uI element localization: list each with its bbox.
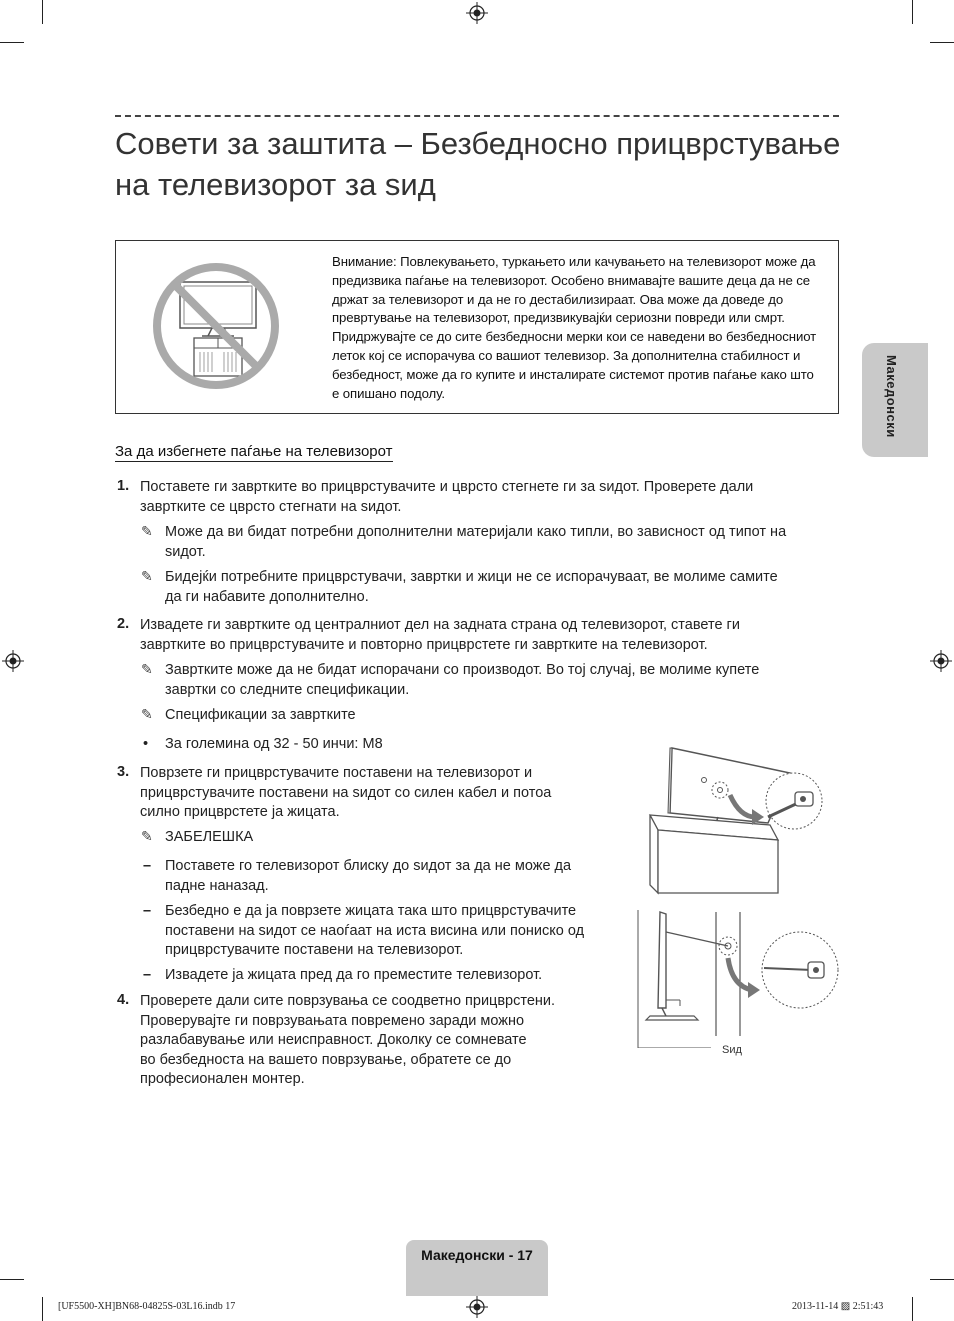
print-info-right: 2013-11-14 ▨ 2:51:43: [792, 1301, 884, 1312]
text-line: прицврстувачите поставени на телевизорот.: [165, 942, 464, 958]
registration-mark-icon: [466, 1296, 488, 1318]
step-number: 3.: [117, 764, 130, 780]
no-tv-on-furniture-icon: [150, 260, 282, 392]
pencil-note-icon: ✎: [141, 661, 153, 677]
note-text: [165, 661, 845, 700]
note-text: Спецификации за завртките: [165, 707, 356, 723]
registration-mark-icon: [2, 650, 24, 672]
step-text: [140, 478, 840, 517]
page-number-label: Македонски - 17: [421, 1247, 533, 1263]
bullet-text: За големина од 32 - 50 инчи: M8: [165, 736, 383, 752]
step-text: [140, 764, 620, 823]
step-text: [140, 616, 840, 655]
text-line: Извадете ги завртките од централниот дел на задната страна од телевизорот, ставете ги: [140, 617, 740, 633]
tv-anchor-illustration: [640, 745, 840, 895]
text-line: во безбедноста на вашето поврзување, обратете се до: [140, 1051, 512, 1068]
text-line: завртките се цврсто стегнати на ѕидот.: [140, 498, 402, 515]
dash-icon: –: [143, 967, 152, 983]
pencil-note-icon: ✎: [141, 523, 153, 539]
crop-mark: [42, 1297, 43, 1321]
pencil-note-icon: ✎: [141, 828, 153, 844]
step-number: 2.: [117, 616, 130, 632]
registration-mark-icon: [466, 2, 488, 24]
note-text: [165, 523, 845, 562]
warning-text: Внимание: Повлекувањето, туркањето или качувањето на телевизорот може да предизвика паѓање на телевизорот. Особено внимавајте вашите деца да не се држат за телевизорот и да не го дестабилизираат. Ова може да доведе до превртување на телевизорот, предизвикувајќи сериозни повреди или смрт. Придржувајте се до сите безбедносни мерки кои се наведени во безбедносниот леток кој се испорачува со вашиот телевизор. За дополнителна стабилност и безбедност, може да го купите и инсталирате системот против паѓање како што е опишано подолу.: [332, 254, 817, 401]
crop-mark: [42, 0, 43, 24]
text-line: Бидејќи потребните прицврстувачи, завртки и жици не се испорачуваат, ве молиме самите: [165, 569, 778, 585]
crop-mark: [930, 1279, 954, 1280]
step-text: [140, 992, 620, 1090]
crop-mark: [0, 1279, 24, 1280]
crop-mark: [930, 42, 954, 43]
text-line: завртки со следните спецификации.: [165, 681, 410, 698]
dash-item-text: [165, 857, 625, 896]
text-line: Завртките може да не бидат испорачани со производот. Во тој случај, ве молиме купете: [165, 662, 760, 678]
bullet-icon: •: [143, 736, 149, 752]
text-line: Проверете дали сите поврзувања се соодветно прицврстени.: [140, 993, 556, 1009]
text-line: завртките во прицврстувачите и повторно прицврстете ги завртките на телевизорот.: [140, 636, 708, 653]
page-title-line: на телевизорот за ѕид: [115, 167, 436, 202]
language-side-label: Македонски: [884, 355, 899, 438]
text-line: силно прицврстете ја жицата.: [140, 804, 340, 820]
text-line: Може да ви бидат потребни дополнителни материјали како типли, во зависност од типот на: [165, 524, 787, 540]
text-line: поставени на ѕидот се наоѓаат на иста висина или пониско од: [165, 922, 585, 939]
text-line: Поврзете ги прицврстувачите поставени на телевизорот и: [140, 765, 533, 781]
page-title-line: Совети за заштита – Безбедносно прицврстување: [115, 126, 841, 161]
text-line: Поставете го телевизорот блиску до ѕидот за да не може да: [165, 858, 572, 874]
wall-label: Ѕид: [722, 1044, 742, 1056]
dash-icon: –: [143, 903, 152, 919]
language-side-tab: [862, 343, 928, 457]
text-line: Проверувајте ги поврзувањата повремено заради можно: [140, 1012, 525, 1029]
text-line: разлабавување или неисправност. Доколку се сомневате: [140, 1032, 527, 1048]
dash-item-text: [165, 902, 625, 961]
pencil-note-icon: ✎: [141, 706, 153, 722]
print-info-left: [UF5500-XH]BN68-04825S-03L16.indb 17: [58, 1301, 236, 1312]
text-line: Безбедно е да ја поврзете жицата така што прицврстувачите: [165, 903, 577, 919]
registration-mark-icon: [930, 650, 952, 672]
text-line: професионален монтер.: [140, 1071, 305, 1087]
wall-cable-illustration: [636, 908, 841, 1048]
text-line: ѕидот.: [165, 543, 206, 560]
crop-mark: [912, 1297, 913, 1321]
crop-mark: [0, 42, 24, 43]
dash-item-text: Извадете ја жицата пред да го преместите телевизорот.: [165, 967, 543, 983]
dash-icon: –: [143, 858, 152, 874]
step-number: 4.: [117, 992, 130, 1008]
pencil-note-icon: ✎: [141, 568, 153, 584]
crop-mark: [912, 0, 913, 24]
note-text: [165, 568, 845, 607]
text-line: да ги набавите дополнително.: [165, 588, 369, 605]
section-subheading: За да избегнете паѓање на телевизорот: [115, 443, 393, 460]
text-line: прицврстувачите поставени на ѕидот со силен кабел и потоа: [140, 784, 552, 801]
page-title: [115, 123, 855, 205]
text-line: падне наназад.: [165, 877, 269, 894]
title-separator: [115, 115, 839, 117]
step-number: 1.: [117, 478, 130, 494]
note-label: ЗАБЕЛЕШКА: [165, 829, 254, 845]
text-line: Поставете ги завртките во прицврстувачите и цврсто стегнете ги за ѕидот. Проверете дали: [140, 479, 754, 495]
page-footer-tab: [406, 1240, 548, 1296]
